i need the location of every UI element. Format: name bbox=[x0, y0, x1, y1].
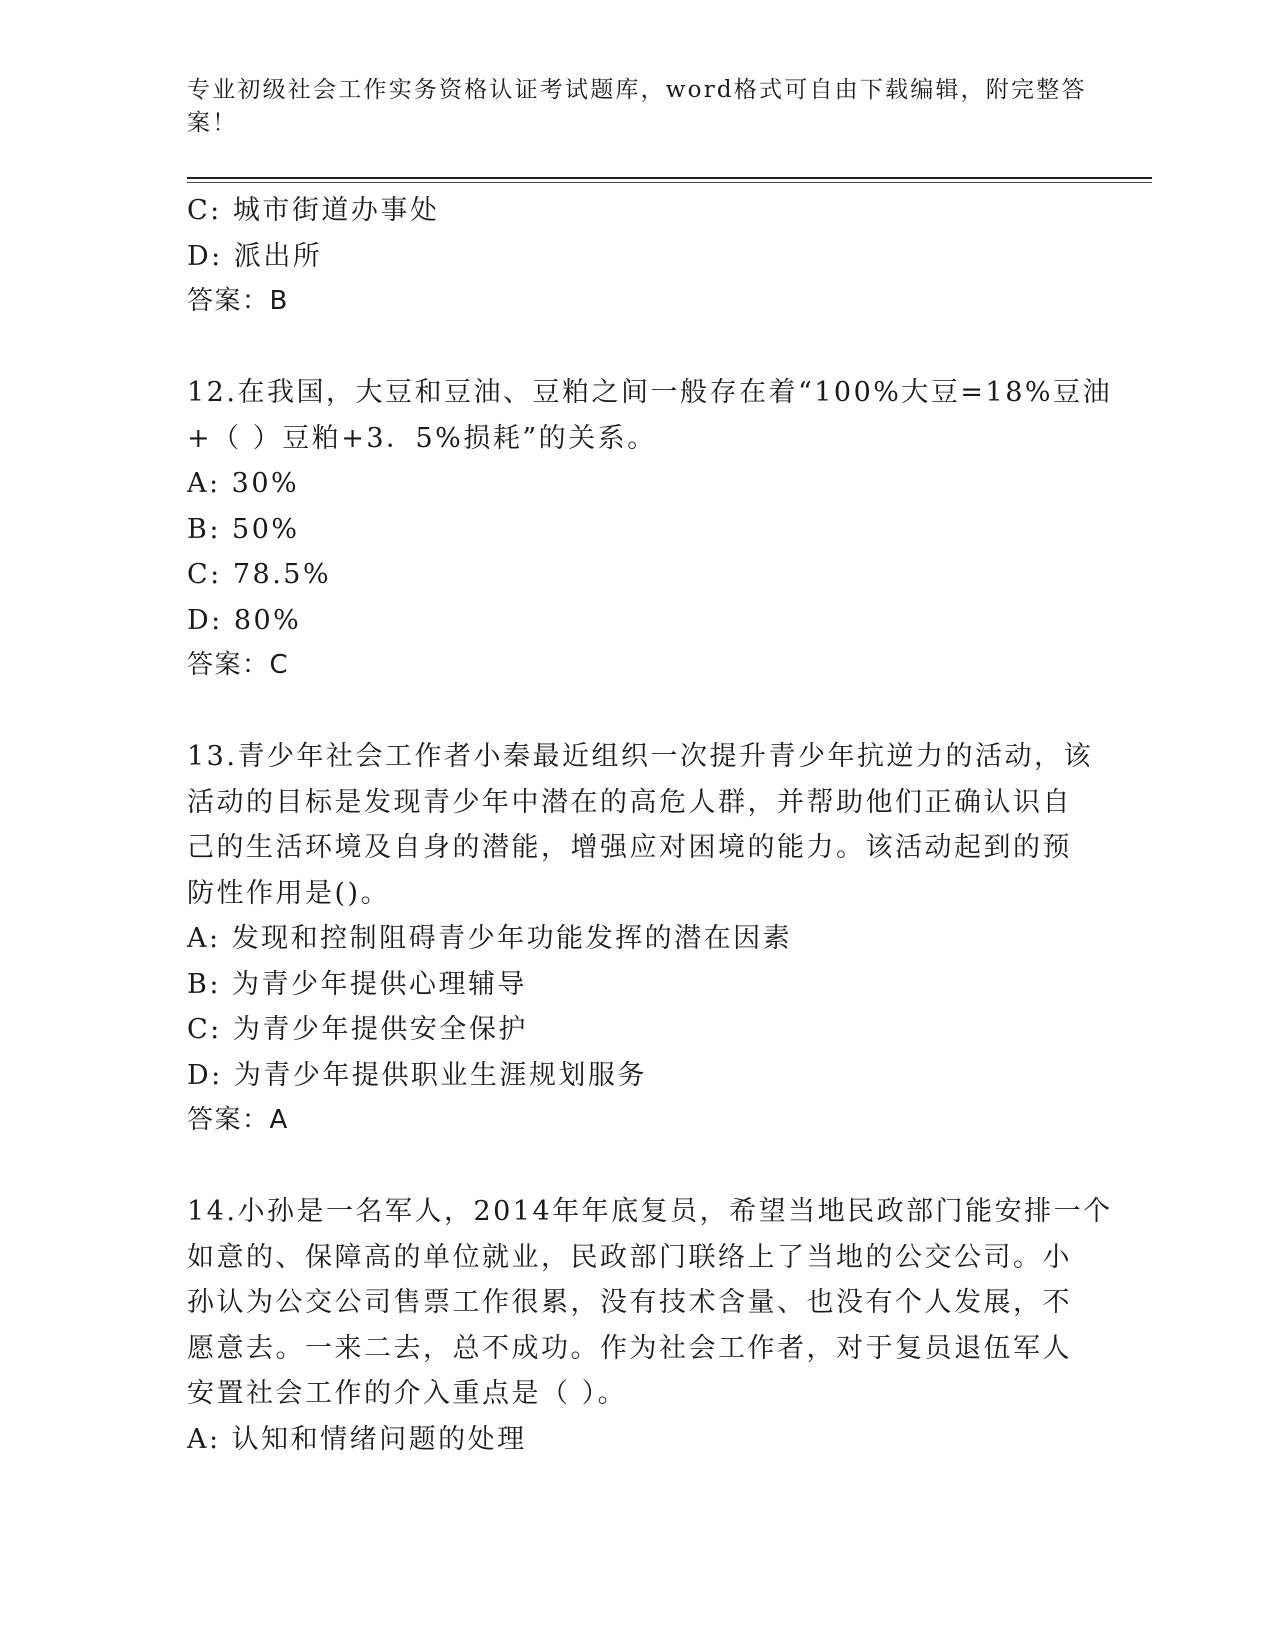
option-c: C: 为青少年提供安全保护 bbox=[187, 1014, 528, 1045]
stem-line: 防性作用是()。 bbox=[187, 877, 391, 909]
option-c: C: 城市街道办事处 bbox=[187, 195, 440, 226]
question-stem bbox=[187, 370, 1113, 461]
question-spacer bbox=[187, 1144, 1087, 1190]
stem-line: 如意的、保障高的单位就业，民政部门联络上了当地的公交公司。小 bbox=[187, 1241, 1072, 1273]
stem-line: +（ ）豆粕+3．5%损耗”的关系。 bbox=[187, 422, 657, 454]
option-a: A: 30% bbox=[187, 468, 300, 499]
option-c: C: 78.5% bbox=[187, 559, 332, 590]
question-stem bbox=[187, 1189, 1113, 1417]
header-rule-thin bbox=[187, 182, 1152, 183]
header-rule-thick bbox=[187, 177, 1152, 179]
option-a: A: 发现和控制阻碍青少年功能发挥的潜在因素 bbox=[187, 923, 793, 954]
stem-line: 活动的目标是发现青少年中潜在的高危人群，并帮助他们正确认识自 bbox=[187, 786, 1072, 818]
header-line-2: 案！ bbox=[187, 110, 238, 136]
question-stem bbox=[187, 734, 1093, 916]
stem-line: 己的生活环境及自身的潜能，增强应对困境的能力。该活动起到的预 bbox=[187, 832, 1072, 863]
question-12 bbox=[187, 370, 1113, 689]
option-b: B: 为青少年提供心理辅导 bbox=[187, 968, 528, 1000]
question-spacer bbox=[187, 325, 1087, 371]
question-spacer bbox=[187, 689, 1087, 735]
option-a: A: 认知和情绪问题的处理 bbox=[187, 1423, 527, 1455]
stem-line: 愿意去。一来二去，总不成功。作为社会工作者，对于复员退伍军人 bbox=[187, 1332, 1072, 1364]
stem-line: 13.青少年社会工作者小秦最近组织一次提升青少年抗逆力的活动，该 bbox=[187, 741, 1093, 772]
stem-line: 14.小孙是一名军人，2014年年底复员，希望当地民政部门能安排一个 bbox=[187, 1196, 1113, 1227]
question-content bbox=[187, 188, 1113, 1462]
answer-line: 答案：A bbox=[187, 1105, 289, 1135]
question-13 bbox=[187, 734, 1093, 1144]
option-d: D: 派出所 bbox=[187, 240, 323, 272]
stem-line: 安置社会工作的介入重点是（ ）。 bbox=[187, 1378, 628, 1409]
option-b: B: 50% bbox=[187, 513, 300, 545]
stem-line: 孙认为公交公司售票工作很累，没有技术含量、也没有个人发展，不 bbox=[187, 1287, 1072, 1318]
answer-line: 答案：B bbox=[187, 286, 289, 316]
header-line-1: 专业初级社会工作实务资格认证考试题库，word格式可自由下载编辑，附完整答 bbox=[187, 77, 1087, 103]
question-14 bbox=[187, 1189, 1113, 1462]
page-header bbox=[187, 74, 1087, 140]
option-d: D: 为青少年提供职业生涯规划服务 bbox=[187, 1059, 647, 1091]
stem-line: 12.在我国，大豆和豆油、豆粕之间一般存在着“100%大豆=18%豆油 bbox=[187, 377, 1113, 408]
option-d: D: 80% bbox=[187, 604, 302, 636]
question-11-tail bbox=[187, 188, 1087, 325]
answer-line: 答案：C bbox=[187, 650, 290, 680]
